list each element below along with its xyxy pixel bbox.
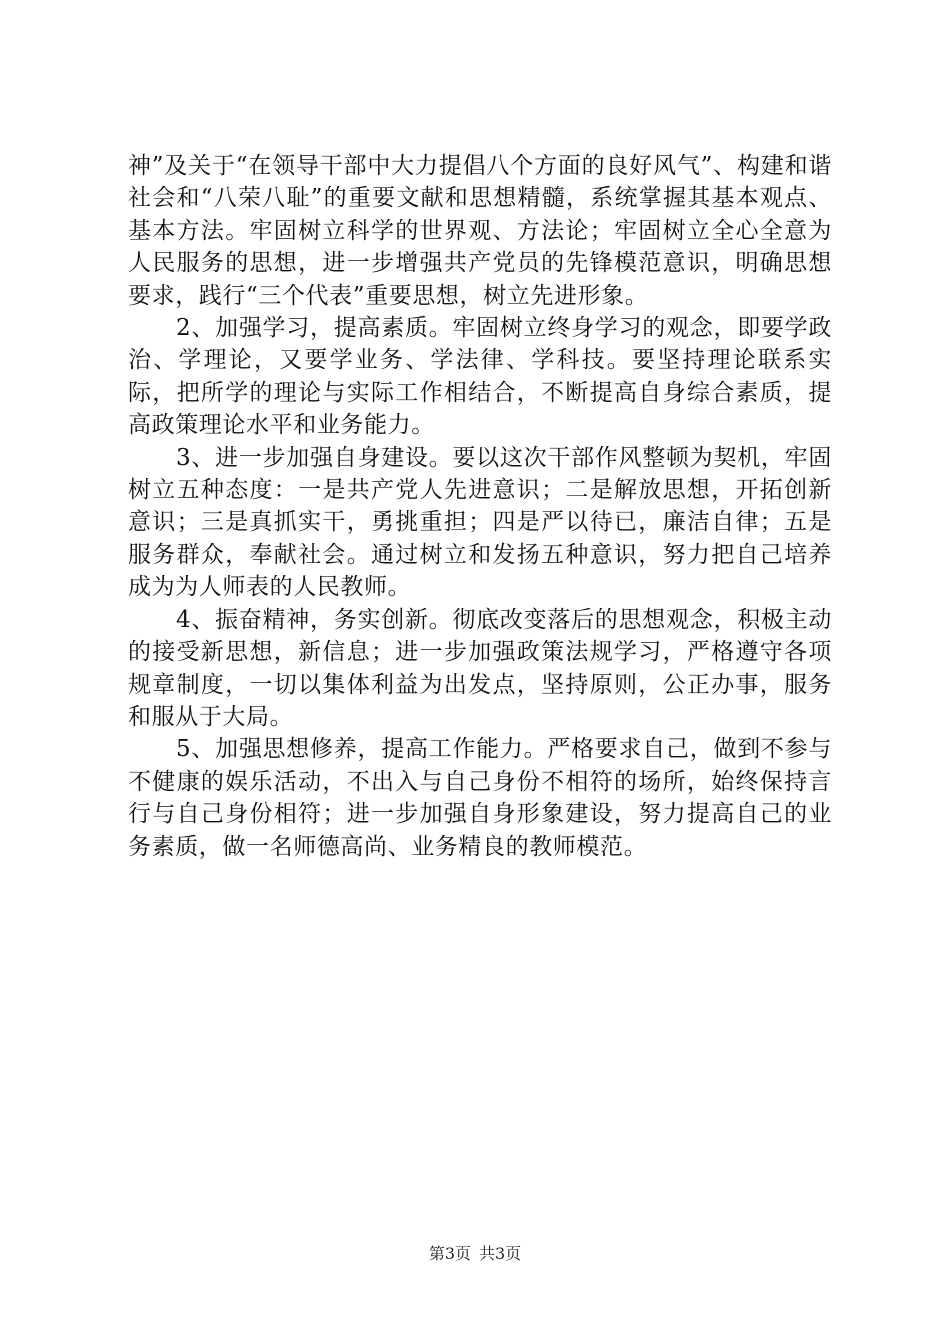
document-body [128, 150, 832, 863]
paragraph-item-4: 4、振奋精神，务实创新。彻底改变落后的思想观念，积极主动的接受新思想，新信息；进一步加强政策法规学习，严格遵守各项规章制度，一切以集体利益为出发点，坚持原则，公正办事，服务和服从于大局。 [128, 606, 832, 730]
paragraph-item-3: 3、进一步加强自身建设。要以这次干部作风整顿为契机，牢固树立五种态度：一是共产党人先进意识；二是解放思想，开拓创新意识；三是真抓实干，勇挑重担；四是严以待已，廉洁自律；五是服务群众，奉献社会。通过树立和发扬五种意识，努力把自己培养成为为人师表的人民教师。 [128, 444, 832, 601]
page-total: 共3页 [479, 1244, 522, 1263]
paragraph-item-2: 2、加强学习，提高素质。牢固树立终身学习的观念，即要学政治、学理论，又要学业务、学法律、学科技。要坚持理论联系实际，把所学的理论与实际工作相结合，不断提高自身综合素质，提高政策理论水平和业务能力。 [128, 315, 832, 439]
paragraph-item-5: 5、加强思想修养，提高工作能力。严格要求自己，做到不参与不健康的娱乐活动，不出入与自己身份不相符的场所，始终保持言行与自己身份相符；进一步加强自身形象建设，努力提高自己的业务素质，做一名师德高尚、业务精良的教师模范。 [128, 736, 832, 860]
paragraph-continuation: 神”及关于“在领导干部中大力提倡八个方面的良好风气”、构建和谐社会和“八荣八耻”的重要文献和思想精髓，系统掌握其基本观点、基本方法。牢固树立科学的世界观、方法论；牢固树立全心全意为人民服务的思想，进一步增强共产党员的先锋模范意识，明确思想要求，践行“三个代表”重要思想，树立先进形象。 [128, 153, 832, 309]
page-number: 第3页 [428, 1244, 471, 1263]
page-footer [0, 1244, 950, 1264]
